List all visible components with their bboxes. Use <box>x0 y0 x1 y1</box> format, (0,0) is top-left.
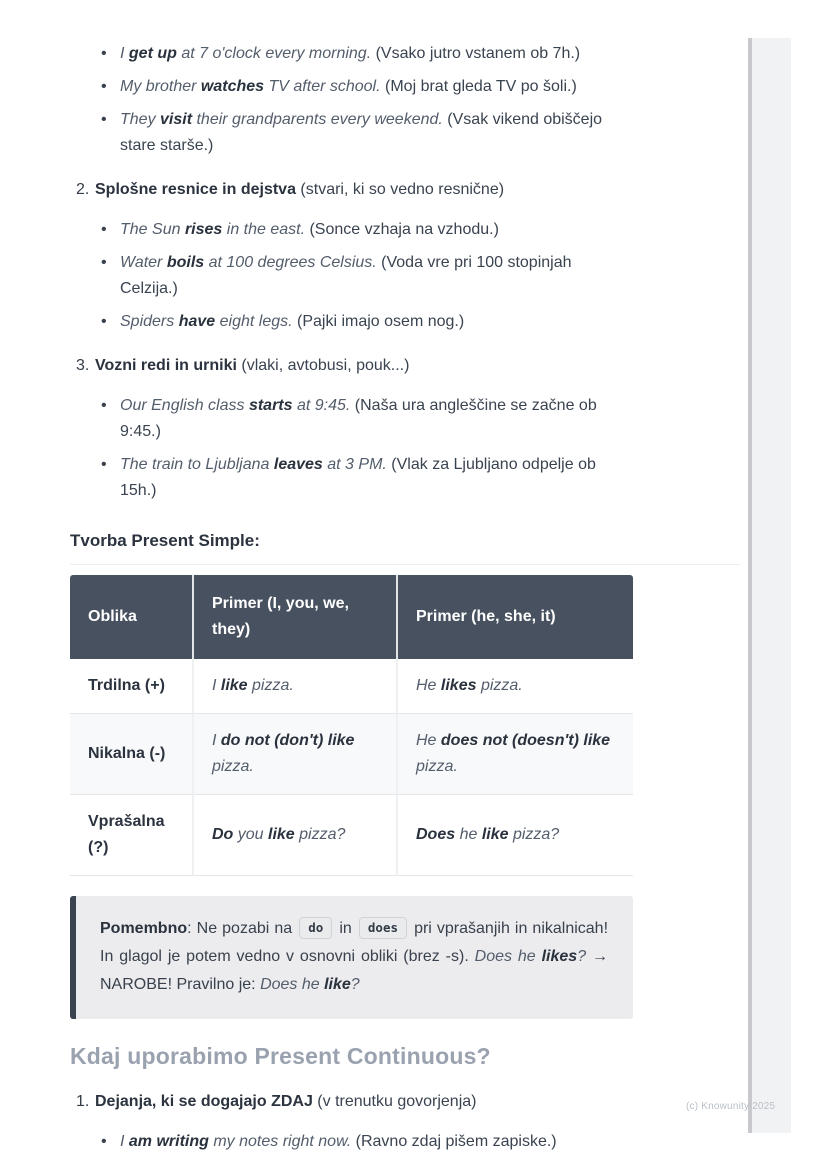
list-item-text: I get up at 7 o'clock every morning. (Vsako jutro vstanem ob 7h.) <box>120 45 581 62</box>
table-header-row <box>70 575 633 659</box>
list-item <box>101 217 633 243</box>
row-label: Vprašalna (?) <box>70 795 194 876</box>
column-header-oblika: Oblika <box>70 575 194 659</box>
bullet-icon: • <box>101 313 107 330</box>
table-row-negative <box>70 714 633 795</box>
present-simple-forms-table <box>70 575 633 876</box>
example-cell: I like pizza. <box>194 659 398 714</box>
list-item <box>101 452 633 504</box>
scrollbar-track[interactable] <box>748 38 791 1133</box>
schedules-examples-list <box>70 393 633 504</box>
numbered-item-schedules <box>70 353 633 379</box>
copyright-watermark: (c) Knowunity 2025 <box>686 1101 776 1112</box>
bullet-icon: • <box>101 45 107 62</box>
bullet-icon: • <box>101 456 107 473</box>
present-continuous-heading: Kdaj uporabimo Present Continuous? <box>70 1043 491 1069</box>
item-note: (vlaki, avtobusi, pouk...) <box>236 357 410 374</box>
bullet-icon: • <box>101 1133 107 1150</box>
actions-now-examples-list <box>70 1129 633 1155</box>
bullet-icon: • <box>101 254 107 271</box>
everyday-examples-list <box>70 41 633 159</box>
bullet-icon: • <box>101 111 107 128</box>
item-number: 3. <box>76 357 90 374</box>
example-cell: He does not (doesn't) like pizza. <box>398 714 633 795</box>
example-cell: Do you like pizza? <box>194 795 398 876</box>
general-truths-examples-list <box>70 217 633 335</box>
list-item-text: The train to Ljubljana leaves at 3 PM. (Vlak za Ljubljano odpelje ob 15h.) <box>120 456 596 499</box>
list-item-text: Water boils at 100 degrees Celsius. (Voda vre pri 100 stopinjah Celzija.) <box>120 254 572 297</box>
item-number: 2. <box>76 181 90 198</box>
list-item-text: My brother watches TV after school. (Moj brat gleda TV po šoli.) <box>120 78 577 95</box>
column-header-primer-singular: Primer (he, she, it) <box>398 575 633 659</box>
list-item <box>101 250 633 302</box>
item-number: 1. <box>76 1093 90 1110</box>
list-item <box>101 41 633 67</box>
row-label: Trdilna (+) <box>70 659 194 714</box>
item-title: Vozni redi in urniki <box>95 357 237 374</box>
item-note: (stvari, ki so vedno resnične) <box>295 181 505 198</box>
note-text: Pomembno: Ne pozabi na do in does pri vprašanjih in nikalnicah! In glagol je potem vedno v osnovni obliki (brez -s). Does he likes? → NAROBE! Pravilno je: Does he like? <box>100 920 608 993</box>
list-item <box>101 309 633 335</box>
list-item <box>101 393 633 445</box>
scrollbar-thumb[interactable] <box>748 38 752 1133</box>
row-label: Nikalna (-) <box>70 714 194 795</box>
item-note: (v trenutku govorjenja) <box>312 1093 477 1110</box>
bullet-icon: • <box>101 221 107 238</box>
example-cell: Does he like pizza? <box>398 795 633 876</box>
item-title: Dejanja, ki se dogajajo ZDAJ <box>95 1093 313 1110</box>
bullet-icon: • <box>101 78 107 95</box>
table-row-question <box>70 795 633 876</box>
list-item <box>101 74 633 100</box>
list-item <box>101 1129 633 1155</box>
divider-line <box>70 564 740 565</box>
item-title: Splošne resnice in dejstva <box>95 181 296 198</box>
example-cell: I do not (don't) like pizza. <box>194 714 398 795</box>
column-header-primer-plural: Primer (I, you, we, they) <box>194 575 398 659</box>
bullet-icon: • <box>101 397 107 414</box>
tvorba-heading: Tvorba Present Simple: <box>70 531 260 550</box>
notes-content <box>70 34 633 1162</box>
example-cell: He likes pizza. <box>398 659 633 714</box>
list-item-text: I am writing my notes right now. (Ravno zdaj pišem zapiske.) <box>120 1133 557 1150</box>
list-item-text: Our English class starts at 9:45. (Naša ura angleščine se začne ob 9:45.) <box>120 397 597 440</box>
important-note-callout <box>70 896 633 1019</box>
list-item-text: They visit their grandparents every weekend. (Vsak vikend obiščejo stare starše.) <box>120 111 603 154</box>
list-item-text: The Sun rises in the east. (Sonce vzhaja na vzhodu.) <box>120 221 499 238</box>
table-row-affirmative <box>70 659 633 714</box>
list-item <box>101 107 633 159</box>
numbered-item-general-truths <box>70 177 633 203</box>
list-item-text: Spiders have eight legs. (Pajki imajo osem nog.) <box>120 313 465 330</box>
numbered-item-actions-now <box>70 1089 633 1115</box>
